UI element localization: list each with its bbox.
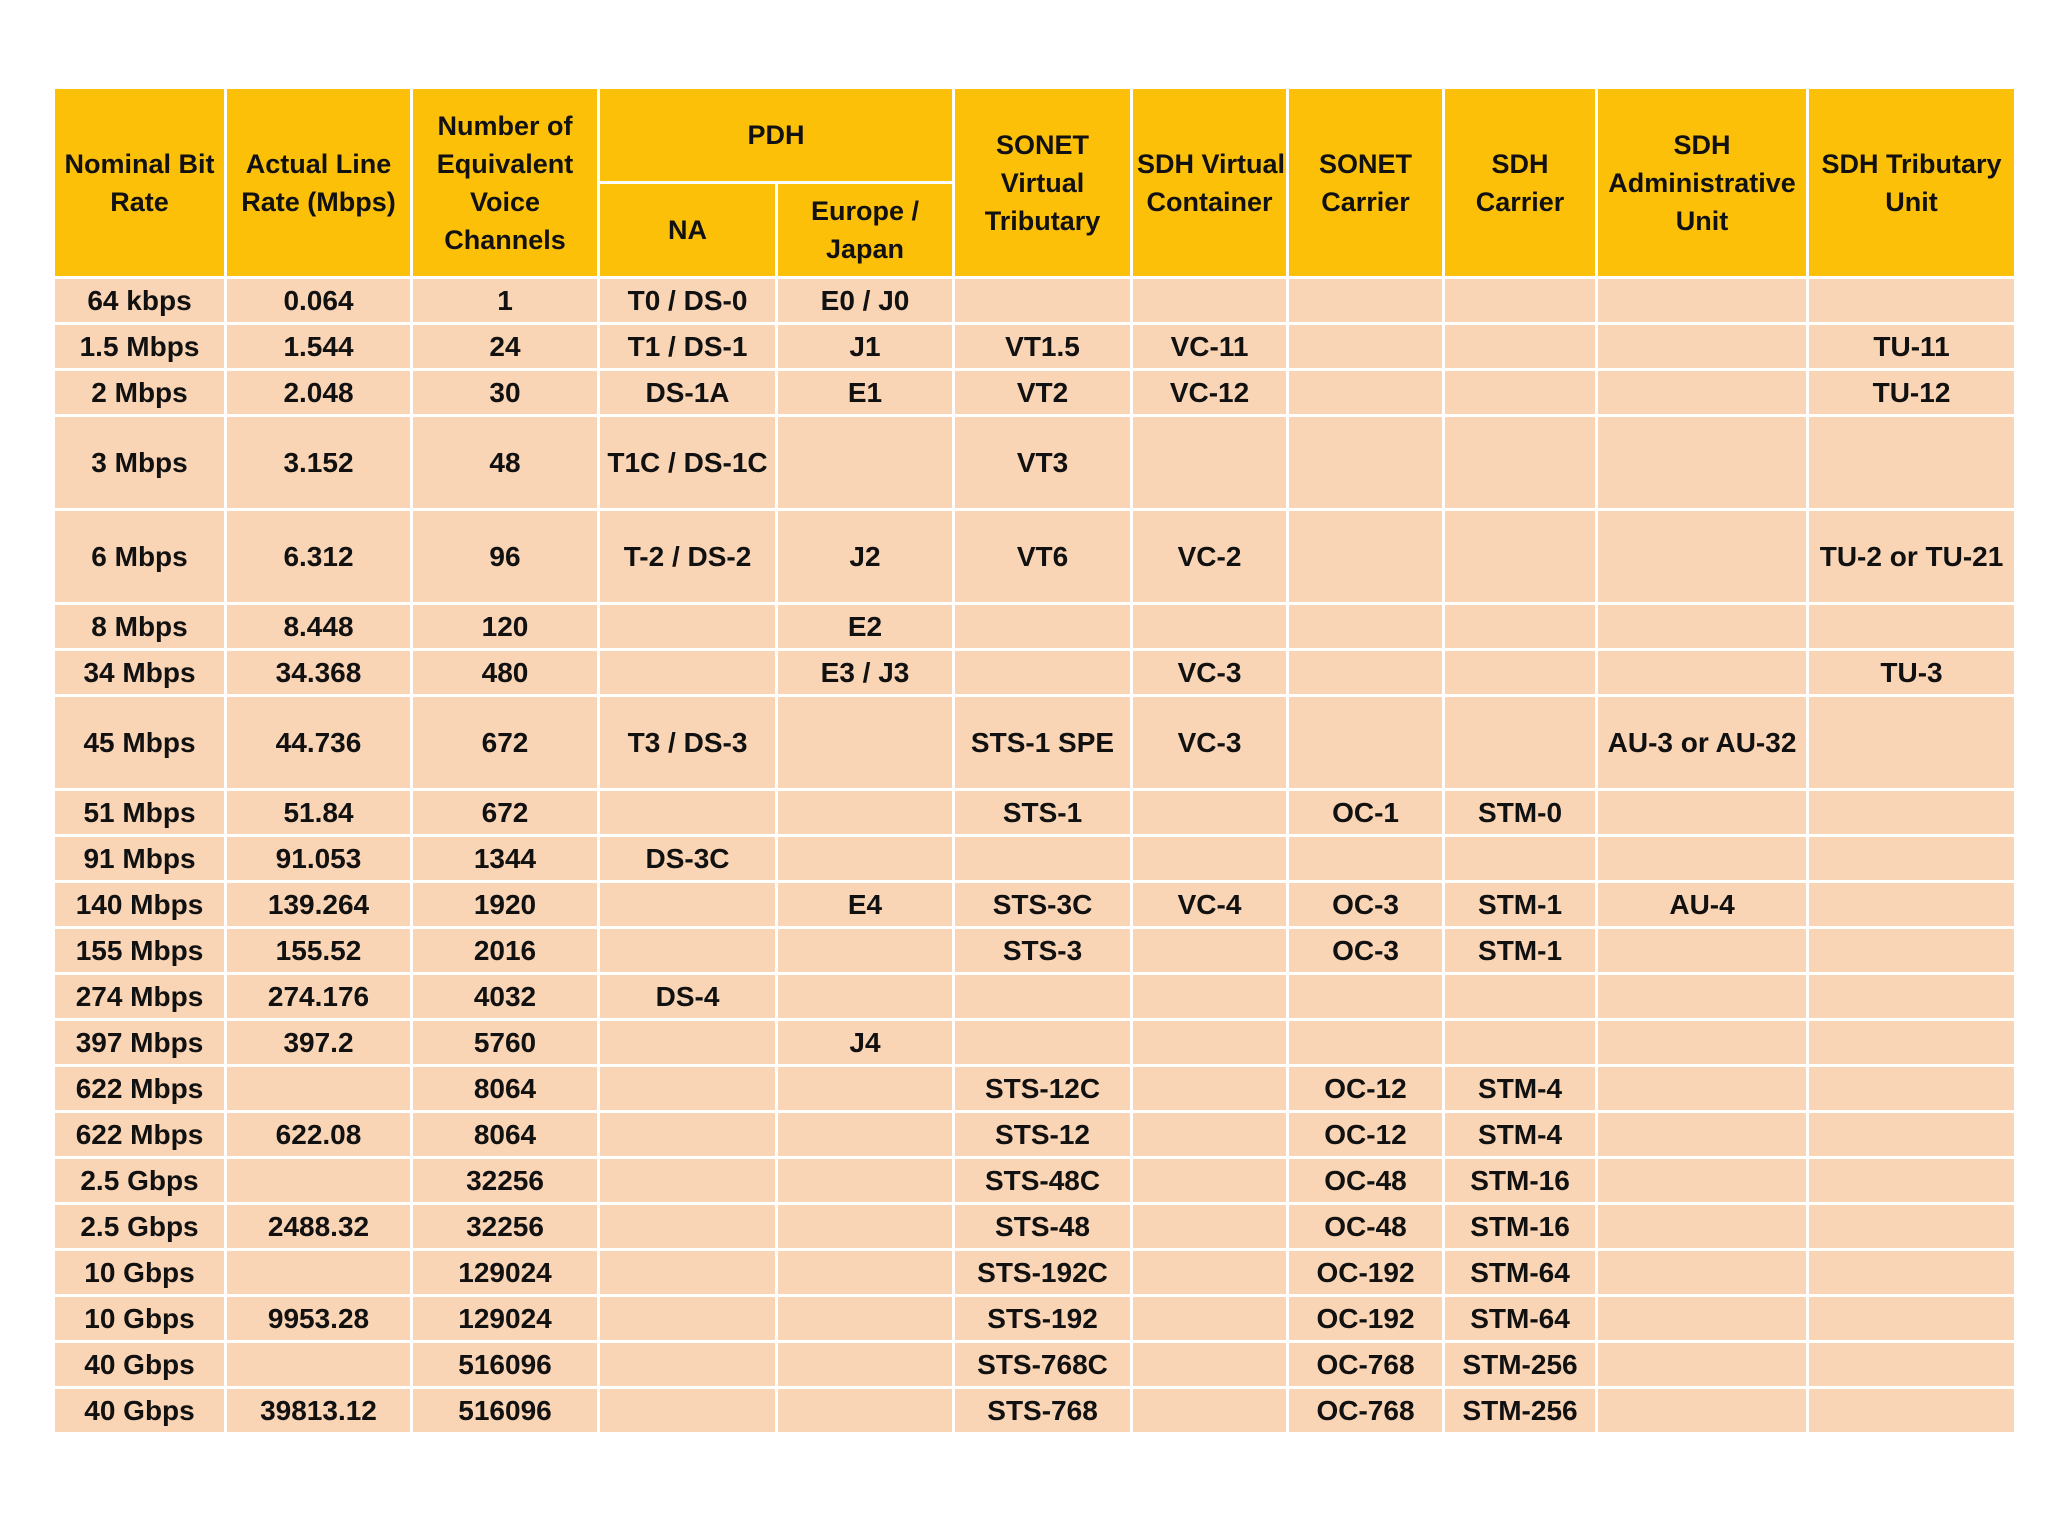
table-cell <box>1597 278 1808 324</box>
table-cell <box>1132 1296 1288 1342</box>
table-cell: STM-1 <box>1444 928 1597 974</box>
table-row <box>54 416 2016 510</box>
table-cell: 24 <box>412 324 599 370</box>
table-cell: 44.736 <box>226 696 412 790</box>
table-cell: OC-3 <box>1288 928 1444 974</box>
table-cell: T-2 / DS-2 <box>599 510 777 604</box>
header-actual-line-rate: Actual Line Rate (Mbps) <box>226 88 412 278</box>
table-cell <box>226 1342 412 1388</box>
header-sdh-tributary-unit: SDH Tributary Unit <box>1808 88 2016 278</box>
table-cell: DS-3C <box>599 836 777 882</box>
table-cell <box>1444 650 1597 696</box>
table-cell: E0 / J0 <box>777 278 954 324</box>
table-cell <box>1288 324 1444 370</box>
table-row <box>54 510 2016 604</box>
table-cell <box>599 882 777 928</box>
table-cell: 1344 <box>412 836 599 882</box>
table-cell <box>1288 370 1444 416</box>
header-sdh-carrier: SDH Carrier <box>1444 88 1597 278</box>
table-cell <box>1597 510 1808 604</box>
table-cell: T0 / DS-0 <box>599 278 777 324</box>
table-cell: 5760 <box>412 1020 599 1066</box>
table-cell: STS-3 <box>954 928 1132 974</box>
table-cell <box>1597 1250 1808 1296</box>
table-cell <box>1597 650 1808 696</box>
table-cell <box>1444 370 1597 416</box>
table-cell <box>954 650 1132 696</box>
table-cell <box>1444 836 1597 882</box>
table-cell <box>1444 510 1597 604</box>
table-cell <box>1288 974 1444 1020</box>
table-cell: OC-192 <box>1288 1296 1444 1342</box>
table-cell: 274 Mbps <box>54 974 226 1020</box>
table-cell <box>1808 790 2016 836</box>
table-cell: STM-4 <box>1444 1112 1597 1158</box>
table-cell <box>777 836 954 882</box>
table-cell: 34 Mbps <box>54 650 226 696</box>
table-cell: 32256 <box>412 1204 599 1250</box>
table-row <box>54 1250 2016 1296</box>
table-cell <box>1288 416 1444 510</box>
table-cell: 2.5 Gbps <box>54 1204 226 1250</box>
table-cell: 48 <box>412 416 599 510</box>
table-cell: OC-12 <box>1288 1112 1444 1158</box>
table-cell <box>1132 1066 1288 1112</box>
table-cell: 1.5 Mbps <box>54 324 226 370</box>
table-cell <box>1132 1112 1288 1158</box>
table-cell: 8064 <box>412 1066 599 1112</box>
table-cell: VT6 <box>954 510 1132 604</box>
table-row <box>54 696 2016 790</box>
table-cell <box>1288 836 1444 882</box>
table-cell: VT3 <box>954 416 1132 510</box>
table-cell: 140 Mbps <box>54 882 226 928</box>
table-cell <box>1597 1020 1808 1066</box>
table-cell: STM-256 <box>1444 1388 1597 1434</box>
table-cell <box>599 1296 777 1342</box>
table-cell <box>777 1158 954 1204</box>
table-cell: 96 <box>412 510 599 604</box>
table-cell: 30 <box>412 370 599 416</box>
table-cell: VC-3 <box>1132 650 1288 696</box>
table-row <box>54 278 2016 324</box>
table-cell <box>1597 836 1808 882</box>
table-cell <box>1132 604 1288 650</box>
table-cell: E2 <box>777 604 954 650</box>
table-cell <box>1132 1158 1288 1204</box>
table-cell <box>1597 1388 1808 1434</box>
table-cell: 1.544 <box>226 324 412 370</box>
table-cell: TU-3 <box>1808 650 2016 696</box>
table-cell: 2016 <box>412 928 599 974</box>
table-cell <box>1808 278 2016 324</box>
table-cell <box>1288 696 1444 790</box>
table-cell: 516096 <box>412 1388 599 1434</box>
table-cell: 2488.32 <box>226 1204 412 1250</box>
table-cell: 10 Gbps <box>54 1296 226 1342</box>
table-cell: E4 <box>777 882 954 928</box>
table-cell <box>1132 416 1288 510</box>
table-cell: J2 <box>777 510 954 604</box>
header-pdh-na: NA <box>599 183 777 278</box>
table-cell: OC-48 <box>1288 1158 1444 1204</box>
table-cell <box>777 1296 954 1342</box>
table-cell: 39813.12 <box>226 1388 412 1434</box>
table-cell: 51.84 <box>226 790 412 836</box>
header-sdh-administrative-unit: SDH Administrative Unit <box>1597 88 1808 278</box>
table-cell <box>777 416 954 510</box>
table-cell: 155.52 <box>226 928 412 974</box>
table-cell: VC-4 <box>1132 882 1288 928</box>
table-row <box>54 1342 2016 1388</box>
table-cell <box>599 1066 777 1112</box>
table-cell <box>1808 604 2016 650</box>
table-cell: 622.08 <box>226 1112 412 1158</box>
table-cell: 6.312 <box>226 510 412 604</box>
table-cell <box>1597 974 1808 1020</box>
table-cell <box>599 1158 777 1204</box>
table-cell <box>1132 928 1288 974</box>
table-cell <box>1132 1250 1288 1296</box>
table-cell <box>1597 1204 1808 1250</box>
header-voice-channels: Number of Equivalent Voice Channels <box>412 88 599 278</box>
table-cell: 8 Mbps <box>54 604 226 650</box>
table-cell <box>1808 836 2016 882</box>
table-cell: T1 / DS-1 <box>599 324 777 370</box>
table-row <box>54 928 2016 974</box>
table-cell: 155 Mbps <box>54 928 226 974</box>
table-cell <box>1288 604 1444 650</box>
table-cell <box>1808 1250 2016 1296</box>
table-cell <box>1808 1204 2016 1250</box>
table-row <box>54 1158 2016 1204</box>
table-cell <box>1808 1158 2016 1204</box>
table-cell: 622 Mbps <box>54 1066 226 1112</box>
table-body <box>54 278 2016 1434</box>
table-cell: OC-192 <box>1288 1250 1444 1296</box>
table-cell <box>1288 1020 1444 1066</box>
table-cell: 120 <box>412 604 599 650</box>
table-cell: 32256 <box>412 1158 599 1204</box>
table-cell <box>1288 278 1444 324</box>
table-cell <box>1444 696 1597 790</box>
table-cell <box>599 650 777 696</box>
table-cell: 129024 <box>412 1296 599 1342</box>
table-cell <box>1808 1066 2016 1112</box>
table-cell: VC-11 <box>1132 324 1288 370</box>
table-cell <box>1132 790 1288 836</box>
header-sdh-virtual-container: SDH Virtual Container <box>1132 88 1288 278</box>
table-cell <box>777 1204 954 1250</box>
table-cell <box>1132 974 1288 1020</box>
table-cell <box>599 1250 777 1296</box>
table-cell <box>1444 416 1597 510</box>
table-row <box>54 1020 2016 1066</box>
table-cell <box>1808 974 2016 1020</box>
table-row <box>54 1388 2016 1434</box>
table-cell <box>1132 1204 1288 1250</box>
table-row <box>54 974 2016 1020</box>
table-cell: STS-768 <box>954 1388 1132 1434</box>
table-cell <box>1808 1020 2016 1066</box>
table-cell: 8064 <box>412 1112 599 1158</box>
table-cell: 672 <box>412 696 599 790</box>
table-cell <box>1132 836 1288 882</box>
header-sonet-virtual-tributary: SONET Virtual Tributary <box>954 88 1132 278</box>
table-cell: 34.368 <box>226 650 412 696</box>
table-cell <box>1597 1342 1808 1388</box>
table-cell: 0.064 <box>226 278 412 324</box>
table-cell: STM-4 <box>1444 1066 1597 1112</box>
table-cell: STS-192C <box>954 1250 1132 1296</box>
table-cell: STM-64 <box>1444 1250 1597 1296</box>
table-cell: STS-12 <box>954 1112 1132 1158</box>
table-row <box>54 1204 2016 1250</box>
table-cell: AU-3 or AU-32 <box>1597 696 1808 790</box>
table-cell <box>599 1388 777 1434</box>
table-cell <box>1808 1296 2016 1342</box>
table-cell: STS-192 <box>954 1296 1132 1342</box>
table-row <box>54 370 2016 416</box>
table-cell <box>1444 974 1597 1020</box>
table-header <box>54 88 2016 278</box>
table-cell <box>1444 324 1597 370</box>
table-cell: AU-4 <box>1597 882 1808 928</box>
table-cell <box>1808 882 2016 928</box>
table-cell: 516096 <box>412 1342 599 1388</box>
table-cell <box>1597 324 1808 370</box>
table-cell <box>777 928 954 974</box>
table-cell: 2 Mbps <box>54 370 226 416</box>
table-cell: TU-11 <box>1808 324 2016 370</box>
table-cell: OC-3 <box>1288 882 1444 928</box>
table-cell: VC-3 <box>1132 696 1288 790</box>
table-cell <box>777 1388 954 1434</box>
table-cell <box>954 1020 1132 1066</box>
header-sonet-carrier: SONET Carrier <box>1288 88 1444 278</box>
table-cell: STS-48C <box>954 1158 1132 1204</box>
table-cell <box>1288 650 1444 696</box>
table-cell <box>599 1204 777 1250</box>
table-cell: STS-3C <box>954 882 1132 928</box>
table-cell: 91.053 <box>226 836 412 882</box>
table-cell <box>599 1112 777 1158</box>
table-cell: STS-1 <box>954 790 1132 836</box>
table-cell: 2.5 Gbps <box>54 1158 226 1204</box>
table-cell <box>777 1342 954 1388</box>
table-row <box>54 324 2016 370</box>
table-cell <box>1597 1066 1808 1112</box>
table-cell: 139.264 <box>226 882 412 928</box>
table-cell <box>1597 928 1808 974</box>
table-cell <box>1808 696 2016 790</box>
table-cell <box>1597 1158 1808 1204</box>
table-cell <box>599 604 777 650</box>
table-cell <box>954 278 1132 324</box>
table-cell <box>954 836 1132 882</box>
table-row <box>54 650 2016 696</box>
table-cell: VT2 <box>954 370 1132 416</box>
table-cell: DS-1A <box>599 370 777 416</box>
table-cell <box>1808 1388 2016 1434</box>
table-cell: 480 <box>412 650 599 696</box>
rates-table <box>52 86 2017 1435</box>
table-cell <box>226 1158 412 1204</box>
table-cell <box>226 1250 412 1296</box>
table-cell: J1 <box>777 324 954 370</box>
table-cell: 45 Mbps <box>54 696 226 790</box>
table-cell: 672 <box>412 790 599 836</box>
table-cell <box>599 1020 777 1066</box>
table-cell: 3.152 <box>226 416 412 510</box>
table-cell <box>954 604 1132 650</box>
table-cell: STS-1 SPE <box>954 696 1132 790</box>
table-cell: 40 Gbps <box>54 1342 226 1388</box>
table-cell: 3 Mbps <box>54 416 226 510</box>
table-cell: J4 <box>777 1020 954 1066</box>
table-cell: STM-256 <box>1444 1342 1597 1388</box>
table-cell: 1920 <box>412 882 599 928</box>
table-row <box>54 882 2016 928</box>
table-cell: STM-0 <box>1444 790 1597 836</box>
table-cell <box>1808 1112 2016 1158</box>
table-cell <box>777 1250 954 1296</box>
table-cell: T1C / DS-1C <box>599 416 777 510</box>
table-cell <box>1808 416 2016 510</box>
table-cell: STM-64 <box>1444 1296 1597 1342</box>
table-cell <box>777 1112 954 1158</box>
table-cell: T3 / DS-3 <box>599 696 777 790</box>
table-cell <box>599 1342 777 1388</box>
table-cell: 64 kbps <box>54 278 226 324</box>
table-cell <box>1597 370 1808 416</box>
table-cell: TU-12 <box>1808 370 2016 416</box>
table-cell <box>1597 604 1808 650</box>
table-cell <box>777 974 954 1020</box>
table-cell: 129024 <box>412 1250 599 1296</box>
table-cell <box>1132 278 1288 324</box>
table-cell: STM-1 <box>1444 882 1597 928</box>
table-cell: STS-12C <box>954 1066 1132 1112</box>
table-cell: 622 Mbps <box>54 1112 226 1158</box>
table-cell: 397.2 <box>226 1020 412 1066</box>
table-cell: TU-2 or TU-21 <box>1808 510 2016 604</box>
table-row <box>54 836 2016 882</box>
table-cell: STS-48 <box>954 1204 1132 1250</box>
table-cell: OC-768 <box>1288 1342 1444 1388</box>
table-cell <box>226 1066 412 1112</box>
table-cell: DS-4 <box>599 974 777 1020</box>
table-cell: 2.048 <box>226 370 412 416</box>
table-cell: 91 Mbps <box>54 836 226 882</box>
table-cell <box>1444 278 1597 324</box>
table-cell <box>599 928 777 974</box>
table-cell: OC-1 <box>1288 790 1444 836</box>
table-row <box>54 1112 2016 1158</box>
table-cell <box>777 1066 954 1112</box>
table-cell: 8.448 <box>226 604 412 650</box>
table-cell: 6 Mbps <box>54 510 226 604</box>
table-cell: E3 / J3 <box>777 650 954 696</box>
table-cell: E1 <box>777 370 954 416</box>
table-cell <box>1597 1296 1808 1342</box>
table-cell: 4032 <box>412 974 599 1020</box>
table-cell: VT1.5 <box>954 324 1132 370</box>
table-cell <box>1597 1112 1808 1158</box>
table-cell <box>777 696 954 790</box>
table-cell: 40 Gbps <box>54 1388 226 1434</box>
table-cell: 397 Mbps <box>54 1020 226 1066</box>
table-cell: 9953.28 <box>226 1296 412 1342</box>
header-pdh: PDH <box>599 88 954 183</box>
table-cell: STS-768C <box>954 1342 1132 1388</box>
table-row <box>54 790 2016 836</box>
table-cell <box>1444 1020 1597 1066</box>
table-cell: 274.176 <box>226 974 412 1020</box>
table-cell: 1 <box>412 278 599 324</box>
table-cell <box>1132 1020 1288 1066</box>
table-cell <box>1132 1342 1288 1388</box>
table-cell: OC-768 <box>1288 1388 1444 1434</box>
table-cell <box>1444 604 1597 650</box>
table-cell <box>1288 510 1444 604</box>
table-cell <box>1132 1388 1288 1434</box>
table-cell: OC-12 <box>1288 1066 1444 1112</box>
table-cell <box>954 974 1132 1020</box>
table-cell: STM-16 <box>1444 1158 1597 1204</box>
table-row <box>54 1296 2016 1342</box>
table-cell: OC-48 <box>1288 1204 1444 1250</box>
table-row <box>54 1066 2016 1112</box>
table-cell: 10 Gbps <box>54 1250 226 1296</box>
table-cell <box>1808 928 2016 974</box>
table-cell: VC-2 <box>1132 510 1288 604</box>
table-cell: STM-16 <box>1444 1204 1597 1250</box>
table-cell <box>1597 790 1808 836</box>
header-nominal-bit-rate: Nominal Bit Rate <box>54 88 226 278</box>
table-row <box>54 604 2016 650</box>
table-cell <box>599 790 777 836</box>
header-pdh-europe-japan: Europe / Japan <box>777 183 954 278</box>
table-cell: 51 Mbps <box>54 790 226 836</box>
table-cell <box>1597 416 1808 510</box>
table-cell: VC-12 <box>1132 370 1288 416</box>
table-cell <box>777 790 954 836</box>
table-cell <box>1808 1342 2016 1388</box>
